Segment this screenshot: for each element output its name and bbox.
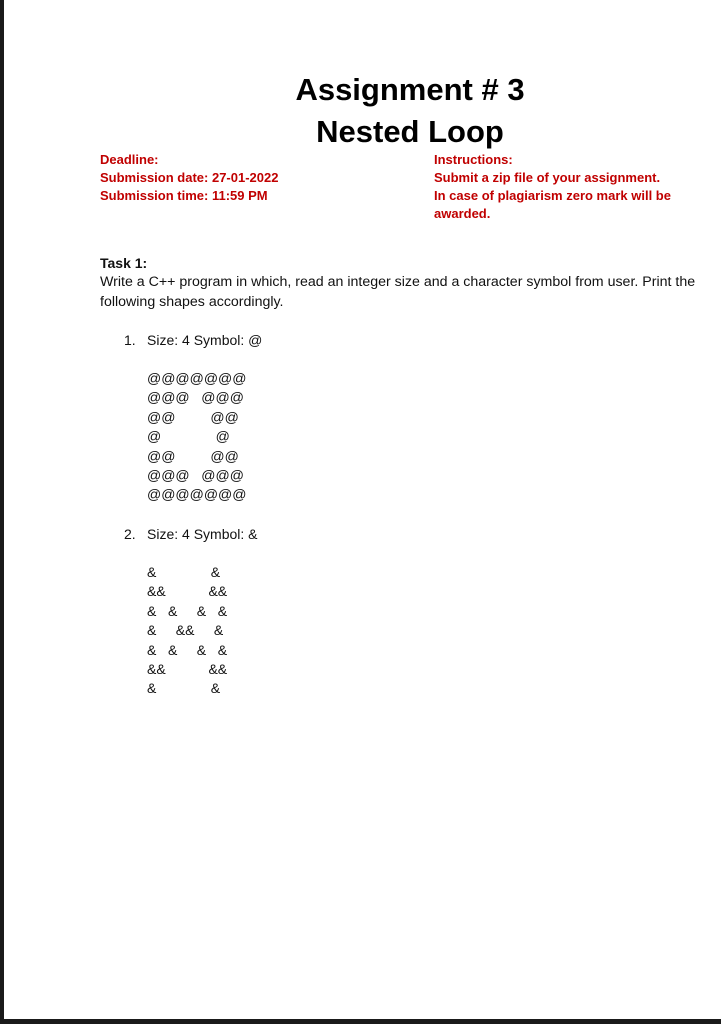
list-item-1-number: 1.: [124, 332, 136, 348]
pattern-ampersand-symbol: [147, 563, 227, 699]
pattern-row: & &: [147, 564, 221, 580]
list-item-1-header: [124, 331, 262, 349]
list-item-1-label: Size: 4 Symbol: @: [147, 332, 263, 348]
page-frame-left-edge: [0, 0, 4, 1024]
page-title: Assignment # 3: [295, 72, 525, 107]
pattern-row: & && &: [147, 622, 224, 639]
instructions-line-1: Submit a zip file of your assignment.: [434, 170, 661, 185]
pattern-row: @@@ @@@: [147, 466, 244, 483]
deadline-heading: Deadline:: [100, 152, 159, 167]
instructions-line-3: awarded.: [434, 206, 491, 221]
pattern-row: @@@@@@@: [147, 486, 247, 503]
pattern-row: && &&: [147, 660, 228, 677]
pattern-row: @@@ @@@: [147, 389, 244, 406]
pattern-row: && &&: [147, 583, 228, 600]
submission-date: Submission date: 27-01-2022: [100, 170, 279, 185]
pattern-row: & & & &: [147, 602, 228, 619]
task-heading: Task 1:: [100, 255, 148, 271]
instructions-block: [434, 151, 694, 223]
deadline-block: [100, 151, 360, 205]
page-frame-bottom-edge: [0, 1019, 721, 1024]
instructions-heading: Instructions:: [434, 152, 513, 167]
pattern-row: @ @: [147, 428, 230, 445]
submission-time: Submission time: 11:59 PM: [100, 188, 268, 203]
page-subtitle: Nested Loop: [316, 114, 504, 149]
pattern-row: & &: [147, 680, 221, 697]
pattern-at-symbol: [147, 369, 246, 505]
list-item-2-header: [124, 525, 258, 543]
task-description: Write a C++ program in which, read an integer size and a character symbol from user. Print the following shapes accordingly.: [100, 274, 696, 310]
pattern-row: & & & &: [147, 641, 228, 658]
list-item-2-label: Size: 4 Symbol: &: [147, 526, 258, 542]
instructions-line-2: In case of plagiarism zero mark will be: [434, 188, 671, 203]
pattern-row: @@@@@@@: [147, 370, 247, 386]
pattern-row: @@ @@: [147, 447, 239, 464]
list-item-2-number: 2.: [124, 526, 136, 542]
pattern-row: @@ @@: [147, 408, 239, 425]
